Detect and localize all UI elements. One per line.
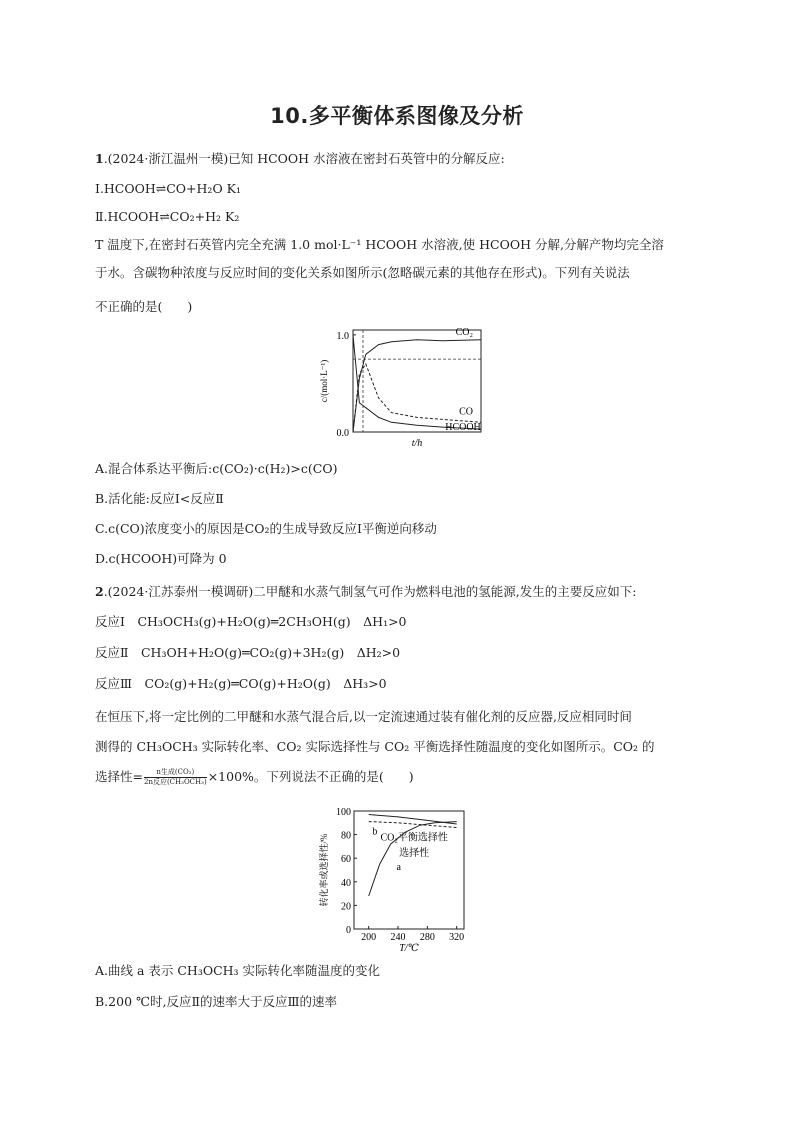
series-line-0 <box>353 340 481 432</box>
y-tick-label: 0.0 <box>336 428 349 439</box>
q1-stem-1: .(2024·浙江温州一模)已知 HCOOH 水溶液在密封石英管中的分解反应: <box>103 151 505 166</box>
q2-option-b: B.200 ℃时,反应Ⅱ的速率大于反应Ⅲ的速率 <box>95 994 337 1009</box>
q2-stem-1: .(2024·江苏泰州一模调研)二甲醚和水蒸气制氢气可作为燃料电池的氢能源,发生的主要反应如下: <box>103 584 637 599</box>
q1-option-b: B.活化能:反应Ⅰ<反应Ⅱ <box>95 491 224 506</box>
y-tick-label: 100 <box>336 807 351 818</box>
q1-reaction-2: Ⅱ.HCOOH⇌CO₂+H₂ K₂ <box>95 209 240 224</box>
q1-stem-line-1 <box>95 150 705 168</box>
q2-reaction-2: 反应Ⅱ CH₃OH+H₂O(g)═CO₂(g)+3H₂(g) ΔH₂>0 <box>95 645 401 660</box>
q2-reaction-1: 反应Ⅰ CH₃OCH₃(g)+H₂O(g)═2CH₃OH(g) ΔH₁>0 <box>95 614 407 629</box>
q2-number: 2 <box>95 584 104 599</box>
x-tick-label: 200 <box>361 932 377 943</box>
x-tick-label: 280 <box>419 932 435 943</box>
x-tick-label: 240 <box>390 932 406 943</box>
plot-frame <box>354 811 464 929</box>
q1-option-a: A.混合体系达平衡后:c(CO₂)·c(H₂)>c(CO) <box>95 461 338 476</box>
y-tick-label: 40 <box>341 877 351 889</box>
label-co2: CO₂ <box>455 326 473 338</box>
q1-number: 1 <box>95 151 104 166</box>
q1-option-d: D.c(HCOOH)可降为 0 <box>95 551 227 566</box>
y-tick-label: 0 <box>346 925 351 936</box>
label-hcooh: HCOOH <box>445 422 481 433</box>
y-tick-label: 80 <box>341 830 351 842</box>
q1-reaction-1: Ⅰ.HCOOH⇌CO+H₂O K₁ <box>95 181 242 196</box>
label-co2-equilibrium: CO₂平衡选择性 <box>380 832 448 844</box>
formula-suffix: ×100%。下列说法不正确的是( ) <box>207 769 414 784</box>
q2-stem-line-1 <box>95 583 705 601</box>
formula-prefix: 选择性= <box>95 769 143 784</box>
label-selectivity: 选择性 <box>399 847 430 859</box>
q2-selectivity-formula <box>95 768 705 787</box>
y-tick-label: 60 <box>341 854 351 866</box>
y-tick-label: 20 <box>341 901 351 913</box>
y-tick-label: 1.0 <box>336 330 349 342</box>
label-co: CO <box>459 406 473 418</box>
x-axis-label: t/h <box>411 438 423 449</box>
fraction-denominator: 2n反应(CH₃OCH₃) <box>143 778 207 786</box>
page-title: 10.多平衡体系图像及分析 <box>270 104 524 128</box>
series-line-1 <box>369 815 457 825</box>
q2-reaction-3: 反应Ⅲ CO₂(g)+H₂(g)═CO(g)+H₂O(g) ΔH₃>0 <box>95 676 387 691</box>
q1-option-c: C.c(CO)浓度变小的原因是CO₂的生成导致反应Ⅰ平衡逆向移动 <box>95 521 437 536</box>
x-axis-label: T/℃ <box>399 943 419 953</box>
q2-option-a: A.曲线 a 表示 CH₃OCH₃ 实际转化率随温度的变化 <box>95 963 381 978</box>
chart-concentration-vs-time <box>315 322 490 454</box>
q2-stem-line-3: 测得的 CH₃OCH₃ 实际转化率、CO₂ 实际选择性与 CO₂ 平衡选择性随温度的变化如图所示。CO₂ 的 <box>95 739 655 754</box>
q2-stem-line-2: 在恒压下,将一定比例的二甲醚和水蒸气混合后,以一定流速通过装有催化剂的反应器,反应相同时间 <box>95 709 632 724</box>
label-a: a <box>396 862 401 873</box>
q1-stem-line-4: 不正确的是( ) <box>95 299 193 314</box>
y-axis-label: 转化率或选择性/% <box>319 833 329 907</box>
q1-stem-line-3: 于水。含碳物种浓度与反应时间的变化关系如图所示(忽略碳元素的其他存在形式)。下列有关说法 <box>95 265 630 280</box>
label-b: b <box>372 826 378 838</box>
y-axis-label: c/(mol·L⁻¹) <box>319 359 329 403</box>
fraction-numerator: n生成(CO₂) <box>144 768 207 778</box>
q1-stem-line-2: T 温度下,在密封石英管内完全充满 1.0 mol·L⁻¹ HCOOH 水溶液,使 HCOOH 分解,分解产物均完全溶 <box>95 237 664 252</box>
x-tick-label: 320 <box>449 932 465 943</box>
chart-conversion-selectivity-vs-temperature <box>318 803 478 953</box>
selectivity-fraction <box>144 768 207 787</box>
